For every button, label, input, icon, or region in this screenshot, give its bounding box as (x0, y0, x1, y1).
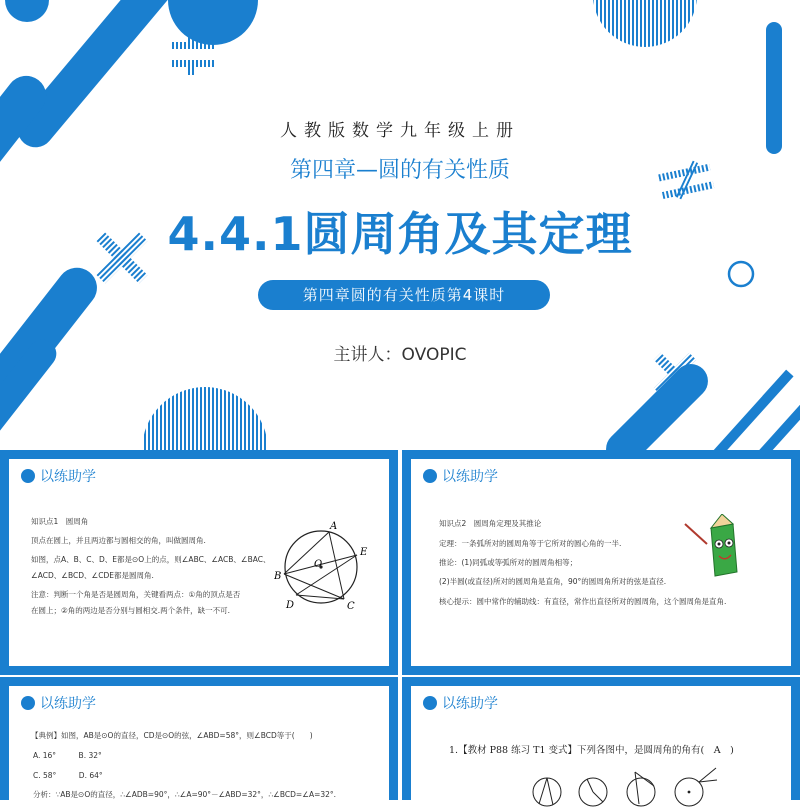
ring-shape (729, 262, 753, 286)
angle-figures (521, 764, 721, 809)
semicircle-shape (168, 0, 258, 45)
panel-header (423, 692, 498, 714)
presenter: 主讲人：OVOPIC (333, 345, 467, 365)
point-label: D (286, 600, 295, 611)
panel-header (21, 692, 96, 714)
text-line: ∠ACD、∠BCD、∠CDE都是圆周角. (31, 571, 154, 580)
panel-title: 以练助学 (40, 696, 96, 712)
lesson-pill: 第四章圆的有关性质第4课时 (258, 280, 550, 310)
text-line: C. 58° D. 64° (33, 771, 103, 780)
question-text: 1.【教材 P88 练习 T1 变式】下列各图中，是圆周角的角有( A ) (449, 745, 734, 756)
figure-a (533, 778, 561, 806)
text-line: 推论：(1)同弧或等弧所对的圆周角相等； (439, 558, 578, 567)
text-line: 知识点1 圆周角 (31, 517, 89, 526)
slide-panel-4[interactable] (402, 677, 800, 800)
text-line: 【典例】如图，AB是⊙O的直径，CD是⊙O的弦，∠ABD=58°，则∠BCD等于( ) (31, 731, 313, 740)
panel-header (423, 465, 498, 487)
main-title: 4.4.1圆周角及其定理 (167, 207, 633, 261)
slide-panel-1[interactable] (0, 450, 398, 675)
text-line: 如图，点A、B、C、D、E都是⊙O上的点，则∠ABC、∠ACB、∠BAC、 (31, 555, 271, 564)
pencil-mascot-icon (681, 514, 751, 584)
book-title: 人教版数学九年级上册 (280, 121, 520, 141)
slide-panel-3[interactable] (0, 677, 398, 800)
panel-title: 以练助学 (40, 469, 96, 485)
panel-title: 以练助学 (442, 696, 498, 712)
text-line: 注意：判断一个角是否是圆周角，关键看两点：①角的顶点是否 (31, 590, 241, 599)
panel-header (21, 465, 96, 487)
bullet-icon (21, 696, 35, 710)
text-line: 在圆上；②角的两边是否分别与圆相交.两个条件，缺一不可. (31, 606, 230, 615)
bullet-icon (423, 469, 437, 483)
point-label: O (314, 559, 323, 570)
text-line: 定理：一条弧所对的圆周角等于它所对的圆心角的一半. (439, 539, 622, 548)
point-label: E (360, 547, 368, 558)
text-line: (2)半圆(或直径)所对的圆周角是直角，90°的圆周角所对的弦是直径. (439, 577, 667, 586)
point-label: C (347, 601, 355, 612)
text-line: 核心提示：圆中常作的辅助线：有直径，常作出直径所对的圆周角，这个圆周角是直角. (439, 597, 727, 606)
bar-shape (599, 357, 715, 450)
bullet-icon (423, 696, 437, 710)
figure-d (675, 768, 717, 806)
figure-c (627, 772, 655, 806)
point-label: A (330, 521, 338, 532)
circle-diagram (274, 519, 374, 614)
text-line: 顶点在圆上，并且两边都与圆相交的角，叫做圆周角. (31, 536, 206, 545)
semicircle-shape (5, 0, 49, 22)
text-line: 分析：∵AB是⊙O的直径，∴∠ADB=90°，∴∠A=90°－∠ABD=32°，∴∠BCD=∠A=32°. (33, 790, 337, 799)
text-line: A. 16° B. 32° (33, 751, 102, 760)
striped-circle (593, 0, 697, 47)
panel-title: 以练助学 (442, 469, 498, 485)
striped-semicircle (142, 387, 268, 450)
slide-panel-2[interactable] (402, 450, 800, 675)
text-line: 知识点2 圆周角定理及其推论 (439, 519, 542, 528)
figure-b (579, 778, 607, 806)
chapter-title: 第四章—圆的有关性质 (289, 158, 510, 183)
point-label: B (274, 571, 282, 582)
bullet-icon (21, 469, 35, 483)
